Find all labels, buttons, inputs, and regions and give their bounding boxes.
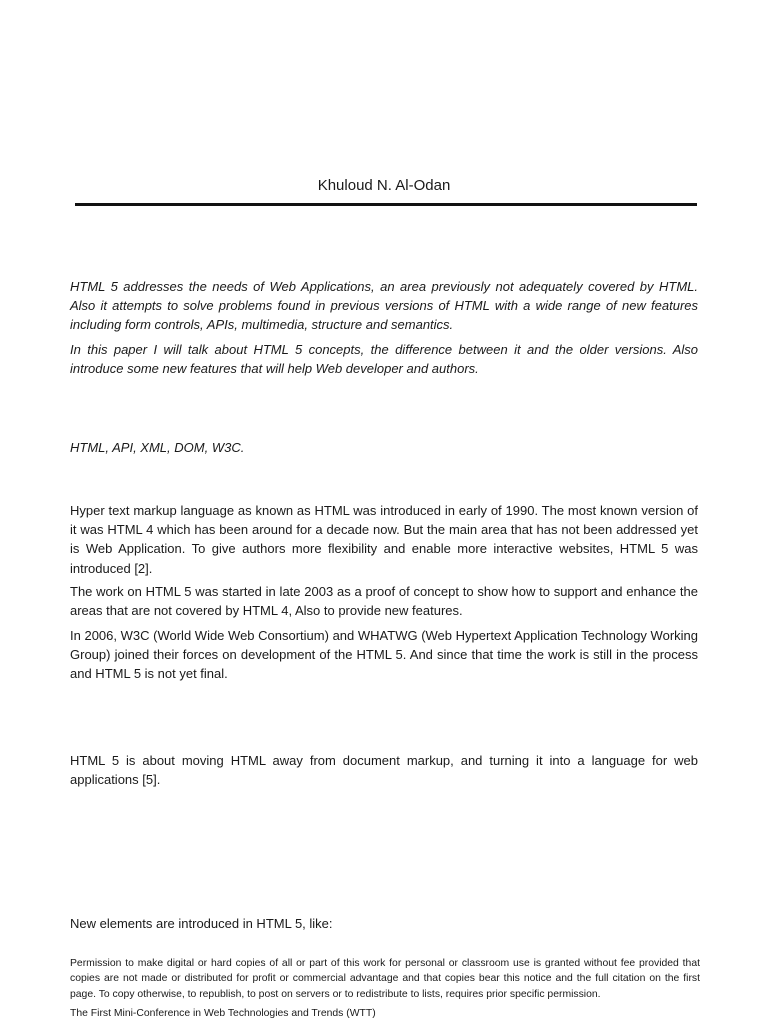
new-elements-paragraph: New elements are introduced in HTML 5, like:	[70, 916, 333, 931]
abstract-paragraph-2: In this paper I will talk about HTML 5 concepts, the difference between it and the older versions. Also introduce some new features that will help Web developer and authors.	[70, 342, 698, 377]
intro-paragraph-2: The work on HTML 5 was started in late 2003 as a proof of concept to show how to support and enhance the areas that are not covered by HTML 4, Also to provide new features.	[70, 584, 698, 619]
about-paragraph: HTML 5 is about moving HTML away from document markup, and turning it into a language for web applications [5].	[70, 753, 698, 788]
intro-paragraph-1: Hyper text markup language as known as HTML was introduced in early of 1990. The most known version of it was HTML 4 which has been around for a decade now. But the main area that has not been addressed yet is Web Application. To give authors more flexibility and enable more interactive websites, HTML 5 was introduced [2].	[70, 503, 698, 576]
author-name: Khuloud N. Al-Odan	[317, 177, 451, 194]
permission-notice: Permission to make digital or hard copies of all or part of this work for personal or classroom use is granted without fee provided that copies are not made or distributed for profit or commercial advantage and that copies bear this notice and the full citation on the first page. To copy otherwise, to republish, to post on servers or to redistribute to lists, requires prior specific permission.	[70, 958, 700, 1000]
keywords: HTML, API, XML, DOM, W3C.	[70, 440, 245, 455]
intro-paragraph-3: In 2006, W3C (World Wide Web Consortium) and WHATWG (Web Hypertext Application Technology Working Group) joined their forces on development of the HTML 5. And since that time the work is still in the process and HTML 5 is not yet final.	[70, 628, 698, 682]
abstract-paragraph-1: HTML 5 addresses the needs of Web Applications, an area previously not adequately covered by HTML. Also it attempts to solve problems found in previous versions of HTML with a wide range of new features including form controls, APIs, multimedia, structure and semantics.	[70, 279, 698, 333]
title-rule	[75, 203, 697, 206]
conference-note: The First Mini-Conference in Web Technologies and Trends (WTT)	[70, 1008, 376, 1019]
